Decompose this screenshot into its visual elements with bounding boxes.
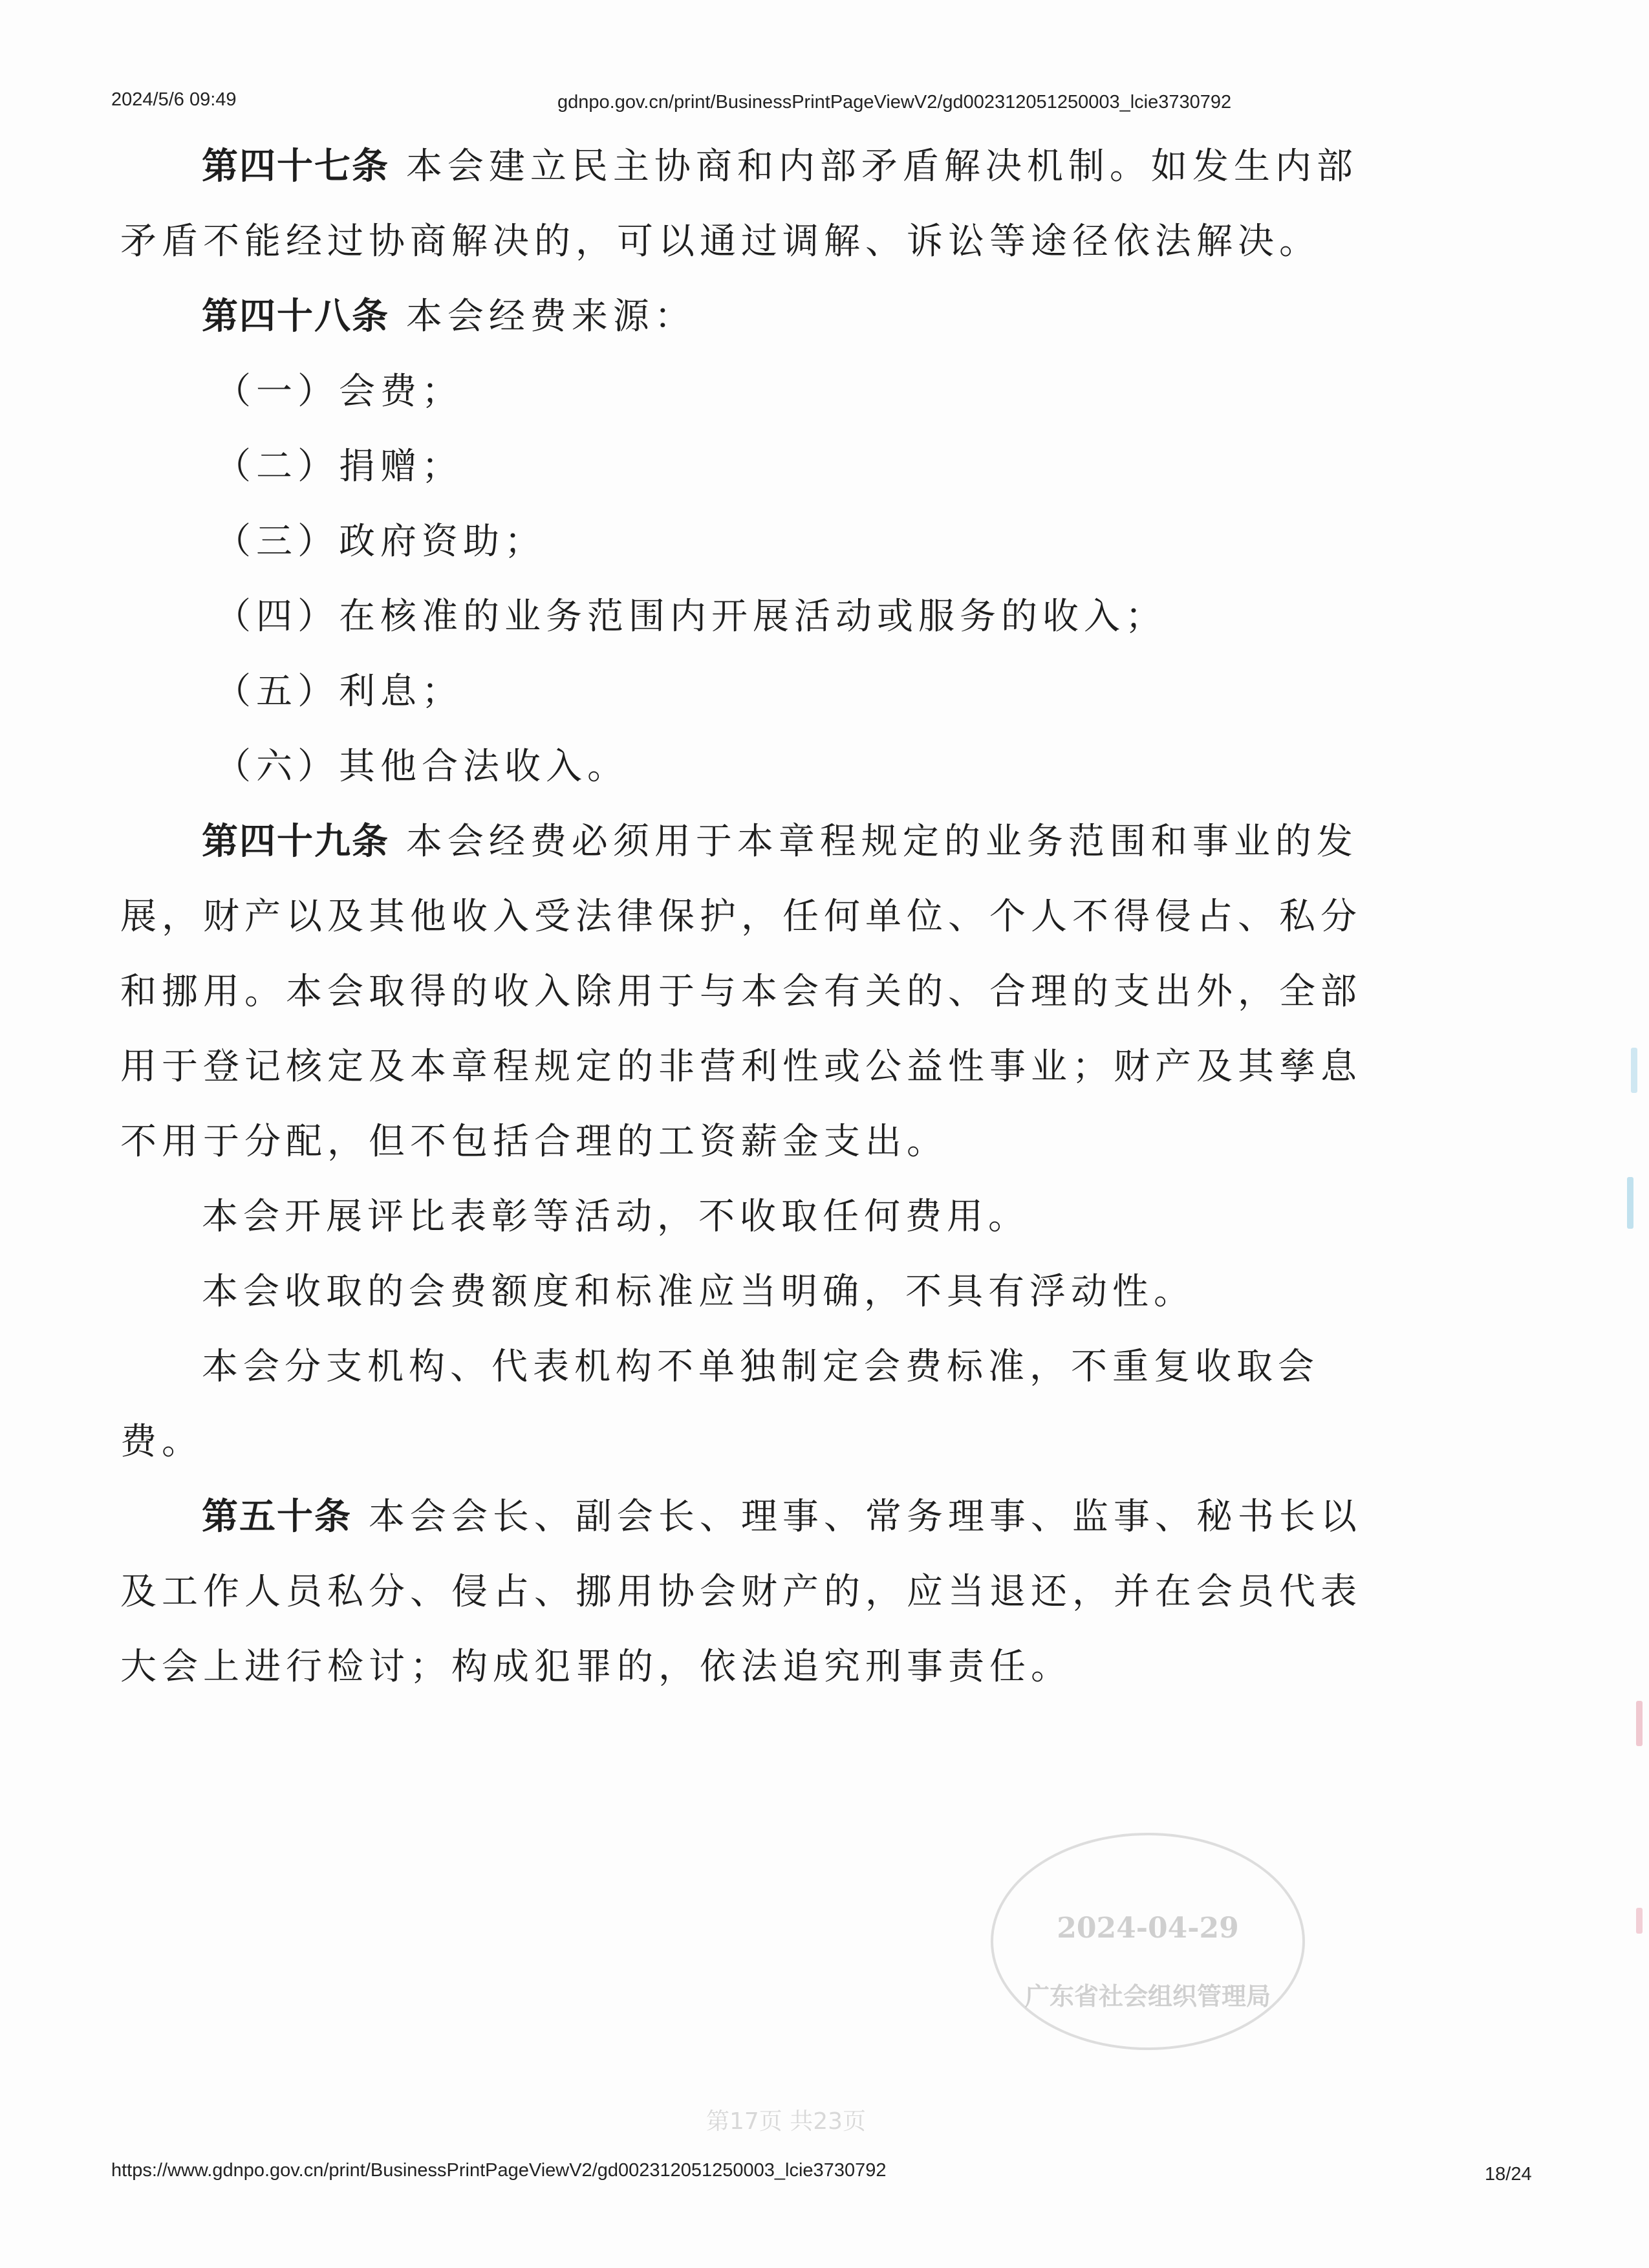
list-item: （二）捐赠；: [215, 446, 463, 488]
print-page-number: 18/24: [1485, 2164, 1532, 2185]
scan-artifact: [1627, 1177, 1633, 1229]
article-47-title: 第四十七条: [202, 146, 389, 188]
scan-artifact: [1631, 1048, 1637, 1093]
article-49-text: 本会经费必须用于本章程规定的业务范围和事业的发展，财产以及其他收入受法律保护，任何单位、个人不得侵占、私分和挪用。本会取得的收入除用于与本会有关的、合理的支出外，全部用于登记核定及本章程规定的非营利性或公益性事业；财产及其孳息不用于分配，但不包括合理的工资薪金支出。: [120, 821, 1362, 1163]
list-item: （四）在核准的业务范围内开展活动或服务的收入；: [215, 596, 1167, 638]
list-item: （六）其他合法收入。: [215, 746, 629, 788]
print-datetime: 2024/5/6 09:49: [111, 89, 237, 110]
article-49-paragraph: 本会分支机构、代表机构不单独制定会费标准，不重复收取会费。: [120, 1346, 1319, 1463]
list-item: （一）会费；: [215, 371, 463, 413]
article-47: [120, 129, 1375, 279]
article-50: [120, 1480, 1375, 1705]
article-48-text: 本会经费来源：: [405, 296, 696, 338]
article-49: [120, 805, 1375, 1180]
article-49-title: 第四十九条: [202, 821, 389, 863]
article-50-text: 本会会长、副会长、理事、常务理事、监事、秘书长以及工作人员私分、侵占、挪用协会财产的，应当退还，并在会员代表大会上进行检讨；构成犯罪的，依法追究刑事责任。: [120, 1496, 1362, 1688]
article-48: [120, 279, 1375, 354]
print-header-url: gdnpo.gov.cn/print/BusinessPrintPageViewV2/gd002312051250003_lcie3730792: [557, 92, 1232, 113]
print-footer-url: https://www.gdnpo.gov.cn/print/BusinessPrintPageViewV2/gd002312051250003_lcie3730792: [111, 2160, 887, 2181]
scan-artifact: [1636, 1908, 1643, 1934]
official-seal-stamp: [991, 1833, 1305, 2050]
scan-artifact: [1636, 1701, 1643, 1746]
stamp-date: 2024-04-29: [1057, 1912, 1239, 1945]
list-item: （三）政府资助；: [215, 521, 546, 563]
article-50-title: 第五十条: [202, 1496, 352, 1538]
stamp-organization: 广东省社会组织管理局: [1024, 1982, 1271, 2011]
article-48-title: 第四十八条: [202, 296, 389, 338]
document-body: [120, 129, 1375, 1705]
article-49-paragraph: 本会开展评比表彰等活动，不收取任何费用。: [202, 1196, 1029, 1238]
page-number-watermark: 第17页 共23页: [706, 2108, 867, 2135]
article-49-paragraph: 本会收取的会费额度和标准应当明确，不具有浮动性。: [202, 1271, 1195, 1313]
article-47-text: 本会建立民主协商和内部矛盾解决机制。如发生内部矛盾不能经过协商解决的，可以通过调解、诉讼等途径依法解决。: [120, 146, 1358, 263]
list-item: （五）利息；: [215, 671, 463, 713]
